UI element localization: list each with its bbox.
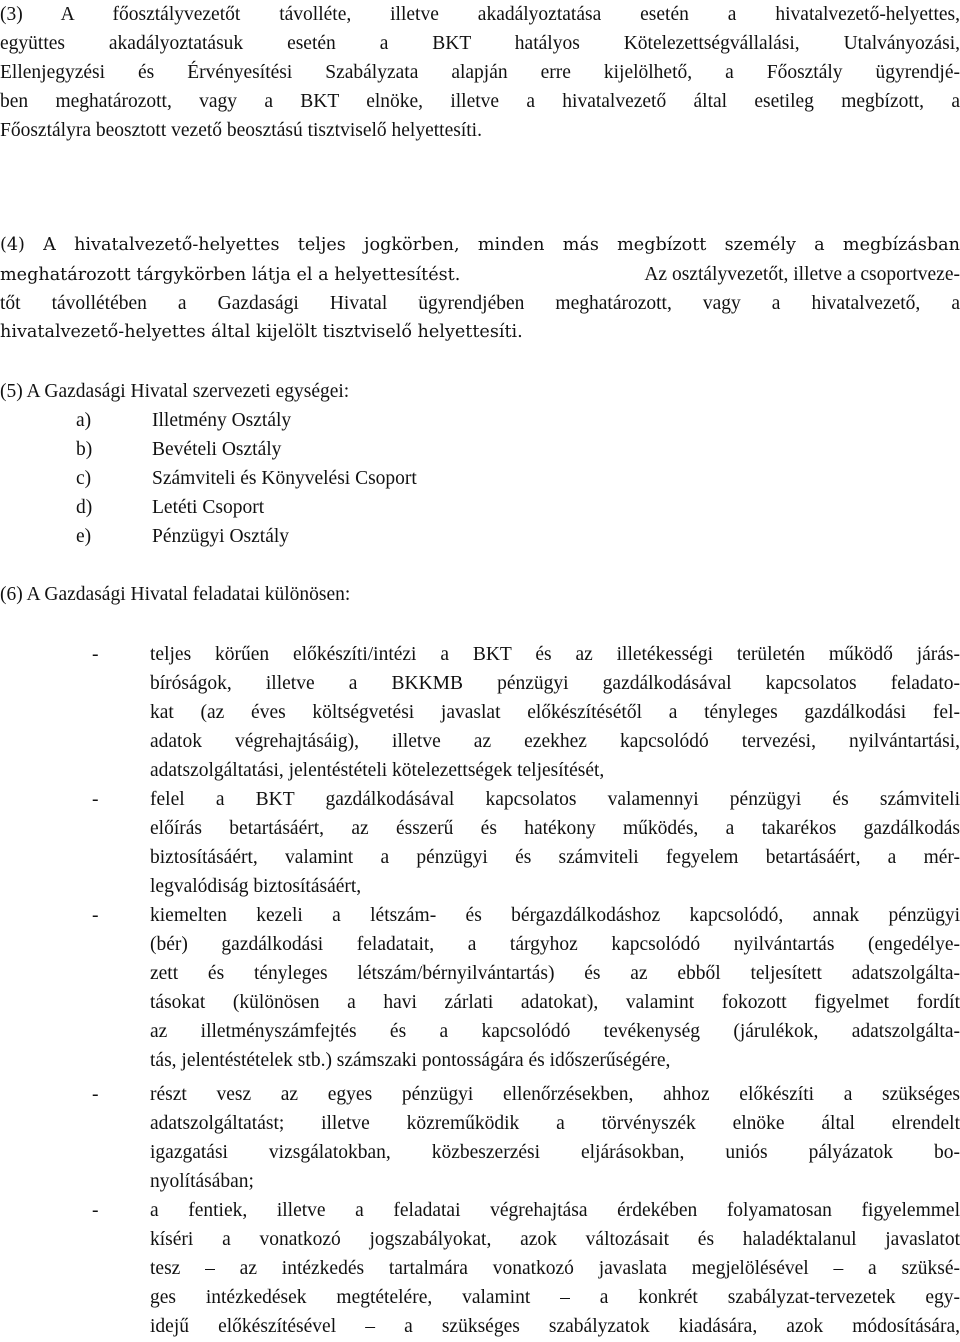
list-marker: a) <box>76 410 92 431</box>
section-6-heading: (6) A Gazdasági Hivatal feladatai különösen: <box>0 584 351 605</box>
bullet-line: adatszolgáltatási, jelentéstételi kötelezettségek teljesítését, <box>150 760 605 781</box>
bullet-line: bíróságok, illetve a BKKMB pénzügyi gazdálkodásával kapcsolatos feladato- <box>150 673 960 694</box>
bullet-line: kat (az éves költségvetési javaslat előkészítésétől a tényleges gazdálkodási fel- <box>150 702 960 723</box>
paragraph-4-line-part: Az osztályvezetőt, illetve a csoportveze- <box>644 264 960 285</box>
bullet-line: a fentiek, illetve a feladatai végrehajtása érdekében folyamatosan figyelemmel <box>150 1200 960 1221</box>
paragraph-4-line <box>0 260 960 289</box>
paragraph-3-line: ben meghatározott, vagy a BKT elnöke, illetve a hivatalvezető által esetileg megbízott, a <box>0 91 960 112</box>
bullet-line: részt vesz az egyes pénzügyi ellenőrzésekben, ahhoz előkészíti a szükséges <box>150 1084 960 1105</box>
bullet-line: zett és tényleges létszám/bérnyilvántartás) és az ebből teljesített adatszolgálta- <box>150 963 960 984</box>
bullet-line: adatok végrehajtásáig), illetve az ezekhez kapcsolódó tervezési, nyilvántartási, <box>150 731 960 752</box>
bullet-line: tesz – az intézkedés tartalmára vonatkozó javaslata megjelölésével – a szüksé- <box>150 1258 960 1279</box>
paragraph-3-line: (3) A főosztályvezetőt távolléte, illetve akadályoztatása esetén a hivatalvezető-helyettes, <box>0 4 960 25</box>
list-item-text: Letéti Csoport <box>152 497 265 518</box>
bullet-line: kiemelten kezeli a létszám- és bérgazdálkodáshoz kapcsolódó, annak pénzügyi <box>150 905 960 926</box>
bullet-line: igazgatási vizsgálatokban, közbeszerzési eljárásokban, uniós pályázatok bo- <box>150 1142 960 1163</box>
list-item <box>76 493 264 522</box>
list-marker: d) <box>76 497 93 518</box>
paragraph-4-line: (4) A hivatalvezető-helyettes teljes jogkörben, minden más megbízott személy a megbízásban <box>0 235 960 255</box>
paragraph-4-line-part: meghatározott tárgykörben látja el a helyettesítést. <box>0 265 461 285</box>
bullet-line: (bér) gazdálkodási feladatait, a tárgyhoz kapcsolódó nyilvántartás (engedélye- <box>150 934 960 955</box>
paragraph-3-line: Ellenjegyzési és Érvényesítési Szabályzata alapján erre kijelölhető, a Főosztály ügyrendjé- <box>0 62 960 83</box>
bullet-line: felel a BKT gazdálkodásával kapcsolatos valamennyi pénzügyi és számviteli <box>150 789 960 810</box>
list-marker: c) <box>76 468 92 489</box>
list-marker: e) <box>76 526 92 547</box>
bullet-line: tásokat (különösen a havi zárlati adatokat), valamint fokozott figyelmet fordít <box>150 992 960 1013</box>
bullet-line: kíséri a vonatkozó jogszabályokat, azok változásait és haladéktalanul javaslatot <box>150 1229 960 1250</box>
paragraph-4-line: tőt távollétében a Gazdasági Hivatal ügyrendjében meghatározott, vagy a hivatalvezető, a <box>0 293 960 314</box>
list-marker: b) <box>76 439 93 460</box>
bullet-line: tás, jelentéstételek stb.) számszaki pontosságára és időszerűségére, <box>150 1050 671 1071</box>
list-item <box>76 406 291 435</box>
list-item <box>76 464 417 493</box>
bullet-line: teljes körűen előkészíti/intézi a BKT és az illetékességi területén működő járás- <box>150 644 960 665</box>
list-item-text: Számviteli és Könyvelési Csoport <box>152 468 417 489</box>
dash-marker: - <box>92 1200 99 1221</box>
bullet-line: idejű előkészítésével – a szükséges szabályzatok kiadására, azok módosítására, <box>150 1316 960 1337</box>
list-item-text: Pénzügyi Osztály <box>152 526 290 547</box>
dash-marker: - <box>92 789 99 810</box>
paragraph-3-line: együttes akadályoztatásuk esetén a BKT hatályos Kötelezettségvállalási, Utalványozási, <box>0 33 960 54</box>
list-item-text: Bevételi Osztály <box>152 439 282 460</box>
bullet-line: ges intézkedések megtételére, valamint – a konkrét szabályzat-tervezetek egy- <box>150 1287 960 1308</box>
bullet-line: legvalódiság biztosításáért, <box>150 876 362 897</box>
dash-marker: - <box>92 905 99 926</box>
section-5-heading: (5) A Gazdasági Hivatal szervezeti egységei: <box>0 381 350 402</box>
paragraph-4-line: hivatalvezető-helyettes által kijelölt tisztviselő helyettesíti. <box>0 322 523 342</box>
dash-marker: - <box>92 644 99 665</box>
list-item <box>76 522 289 551</box>
dash-marker: - <box>92 1084 99 1105</box>
bullet-line: nyolításában; <box>150 1171 254 1192</box>
bullet-line: biztosításáért, valamint a pénzügyi és számviteli fegyelem betartásáért, a mér- <box>150 847 960 868</box>
bullet-line: előírás betartásáért, az ésszerű és hatékony működés, a takarékos gazdálkodás <box>150 818 960 839</box>
list-item-text: Illetmény Osztály <box>152 410 292 431</box>
paragraph-3-line: Főosztályra beosztott vezető beosztású tisztviselő helyettesíti. <box>0 120 482 141</box>
bullet-line: adatszolgáltatást; illetve közreműködik a törvényszék elnöke által elrendelt <box>150 1113 960 1134</box>
list-item <box>76 435 281 464</box>
bullet-line: az illetményszámfejtés és a kapcsolódó tevékenység (járulékok, adatszolgálta- <box>150 1021 960 1042</box>
